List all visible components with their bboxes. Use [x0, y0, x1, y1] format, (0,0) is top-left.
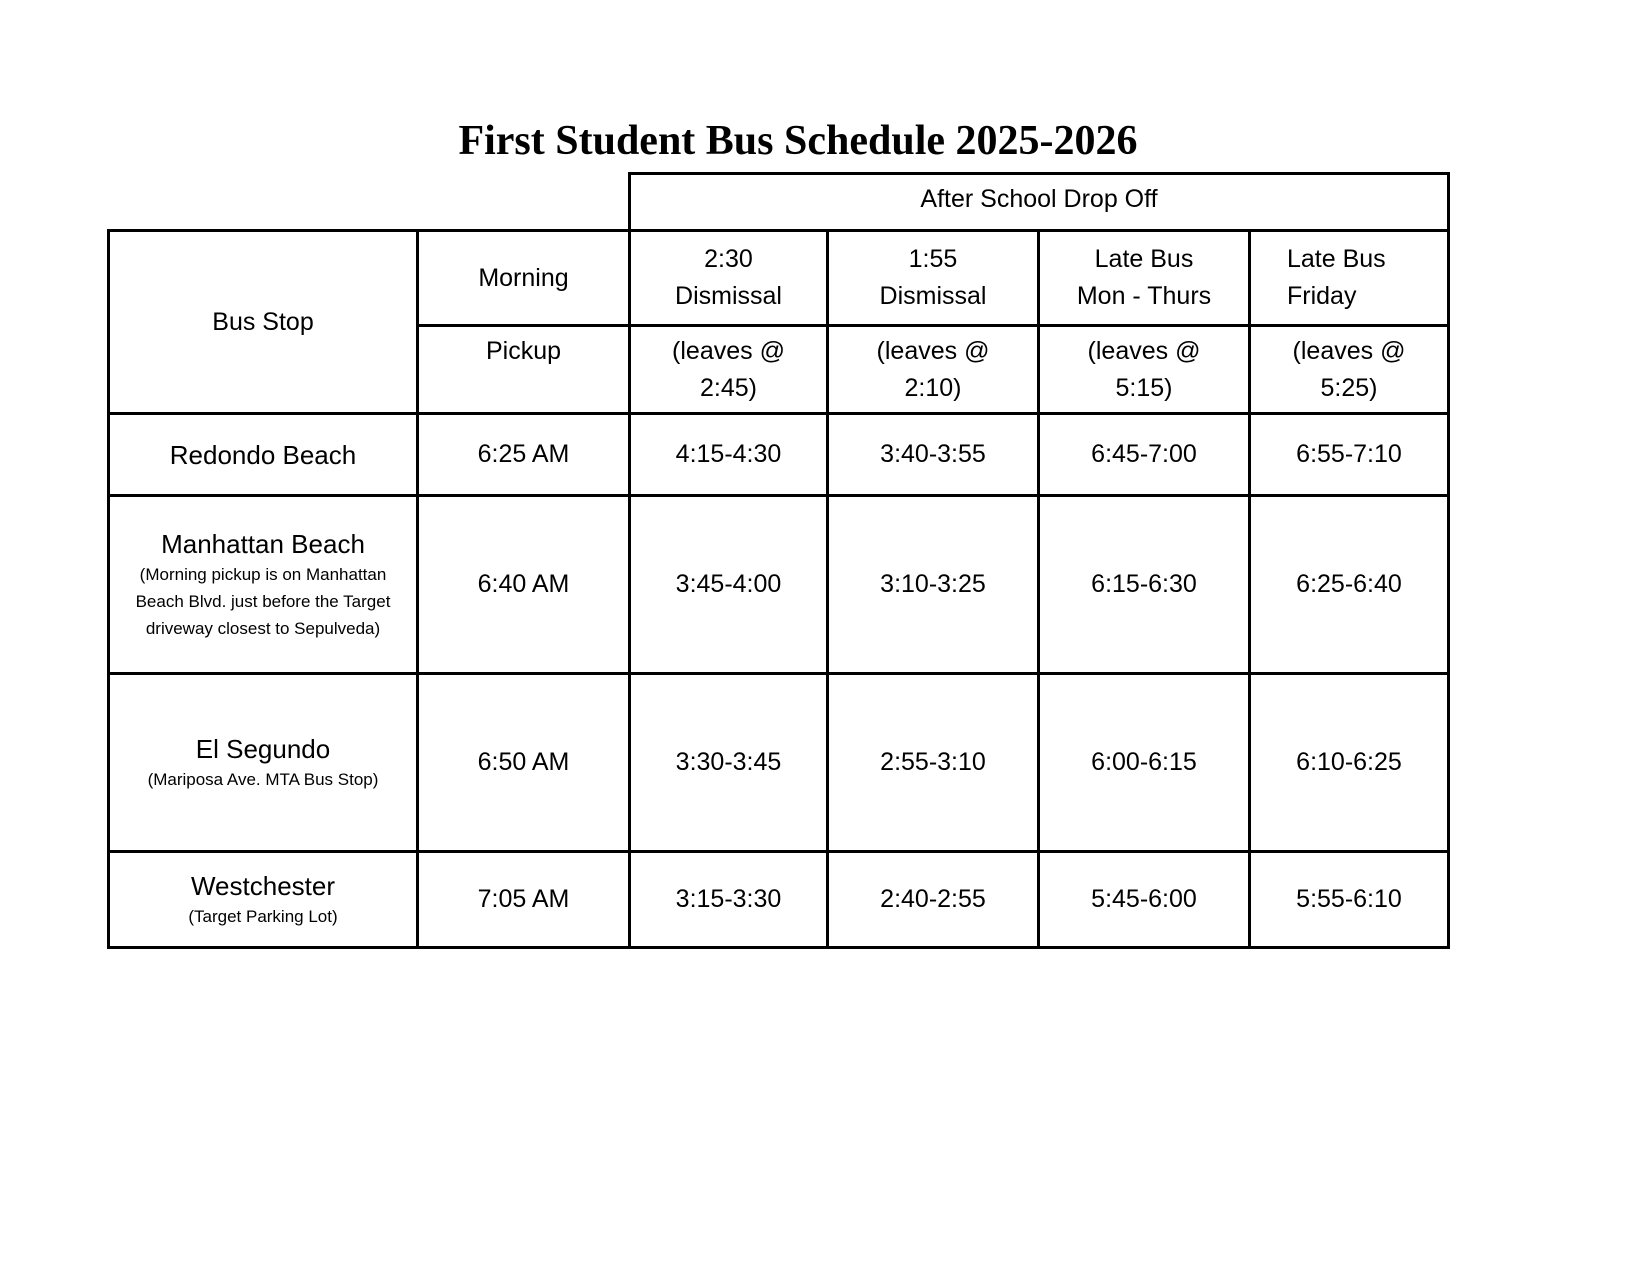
col-subheader-line: 5:15) [1115, 374, 1173, 402]
table-cell [628, 850, 829, 949]
pickup-header [416, 324, 631, 415]
stop-name: Westchester [190, 871, 335, 901]
cell-value: 6:15-6:30 [1091, 570, 1197, 598]
col-subheader-155 [826, 324, 1040, 415]
table-cell [1037, 412, 1251, 497]
col-header-line: Dismissal [675, 282, 782, 310]
col-subheader-line: (leaves @ [672, 337, 785, 365]
table-cell [628, 494, 829, 675]
table-cell [628, 672, 829, 853]
table-cell-morning [416, 412, 631, 497]
cell-value: 2:55-3:10 [880, 748, 986, 776]
cell-value: 3:10-3:25 [880, 570, 986, 598]
pickup-header-label: Pickup [485, 337, 562, 365]
col-header-line: 2:30 [704, 245, 753, 273]
table-cell [826, 850, 1040, 949]
stop-note: (Mariposa Ave. MTA Bus Stop) [147, 770, 379, 789]
cell-value: 6:25-6:40 [1296, 570, 1402, 598]
col-subheader-line: 5:25) [1320, 374, 1378, 402]
stop-name: Redondo Beach [169, 439, 357, 470]
table-cell [1248, 850, 1450, 949]
table-cell [628, 412, 829, 497]
cell-value: 5:55-6:10 [1296, 885, 1402, 913]
col-header-line: Dismissal [879, 282, 987, 310]
table-cell-morning [416, 494, 631, 675]
stop-note: (Morning pickup is on Manhattan [139, 565, 387, 584]
cell-value: 6:00-6:15 [1091, 748, 1197, 776]
table-row-stop-el-segundo [107, 672, 419, 853]
page-title: First Student Bus Schedule 2025-2026 [458, 118, 1138, 164]
table-cell-morning [416, 672, 631, 853]
after-school-header [628, 172, 1450, 232]
morning-header-label: Morning [478, 263, 569, 292]
table-cell [826, 412, 1040, 497]
col-subheader-line: (leaves @ [876, 337, 990, 365]
cell-value: 6:40 AM [477, 570, 570, 598]
col-subheader-line: 2:10) [904, 374, 962, 402]
col-subheader-line: (leaves @ [1087, 337, 1201, 365]
cell-value: 6:45-7:00 [1091, 440, 1197, 468]
table-cell [1037, 672, 1251, 853]
col-subheader-line: (leaves @ [1292, 337, 1406, 365]
cell-value: 7:05 AM [477, 885, 570, 913]
col-subheader-230 [628, 324, 829, 415]
table-row-stop-westchester [107, 850, 419, 949]
col-header-line: Friday [1287, 282, 1357, 310]
cell-value: 4:15-4:30 [675, 440, 782, 468]
col-header-line: 1:55 [908, 245, 958, 273]
cell-value: 3:30-3:45 [675, 748, 782, 776]
cell-value: 3:15-3:30 [675, 885, 782, 913]
table-cell [1248, 412, 1450, 497]
after-school-label: After School Drop Off [920, 185, 1158, 213]
col-header-line: Late Bus [1094, 245, 1194, 273]
bus-stop-header-label: Bus Stop [212, 307, 314, 336]
col-subheader-late-mon-thurs [1037, 324, 1251, 415]
cell-value: 5:45-6:00 [1091, 885, 1197, 913]
table-row-stop-redondo [107, 412, 419, 497]
col-header-155-dismissal [826, 229, 1040, 327]
stop-note: Beach Blvd. just before the Target [135, 592, 391, 611]
table-cell [1248, 494, 1450, 675]
cell-value: 3:45-4:00 [675, 570, 782, 598]
cell-value: 6:50 AM [477, 748, 570, 776]
cell-value: 6:10-6:25 [1296, 748, 1402, 776]
col-subheader-line: 2:45) [700, 374, 757, 402]
stop-name: El Segundo [195, 734, 331, 764]
col-header-late-bus-mon-thurs [1037, 229, 1251, 327]
table-cell [826, 672, 1040, 853]
cell-value: 6:25 AM [477, 440, 570, 468]
col-subheader-late-friday [1248, 324, 1450, 415]
table-cell [1037, 850, 1251, 949]
morning-header [416, 229, 631, 327]
cell-value: 3:40-3:55 [880, 440, 986, 468]
col-header-late-bus-friday [1248, 229, 1450, 327]
bus-stop-header [107, 229, 419, 415]
stop-note: (Target Parking Lot) [188, 907, 338, 926]
col-header-line: Late Bus [1287, 245, 1386, 273]
col-header-230-dismissal [628, 229, 829, 327]
col-header-line: Mon - Thurs [1076, 282, 1212, 310]
stop-note: driveway closest to Sepulveda) [145, 619, 381, 638]
table-cell [826, 494, 1040, 675]
cell-value: 2:40-2:55 [880, 885, 986, 913]
stop-name: Manhattan Beach [161, 529, 365, 559]
table-cell-morning [416, 850, 631, 949]
table-cell [1248, 672, 1450, 853]
cell-value: 6:55-7:10 [1296, 440, 1402, 468]
table-row-stop-manhattan [107, 494, 419, 675]
table-cell [1037, 494, 1251, 675]
